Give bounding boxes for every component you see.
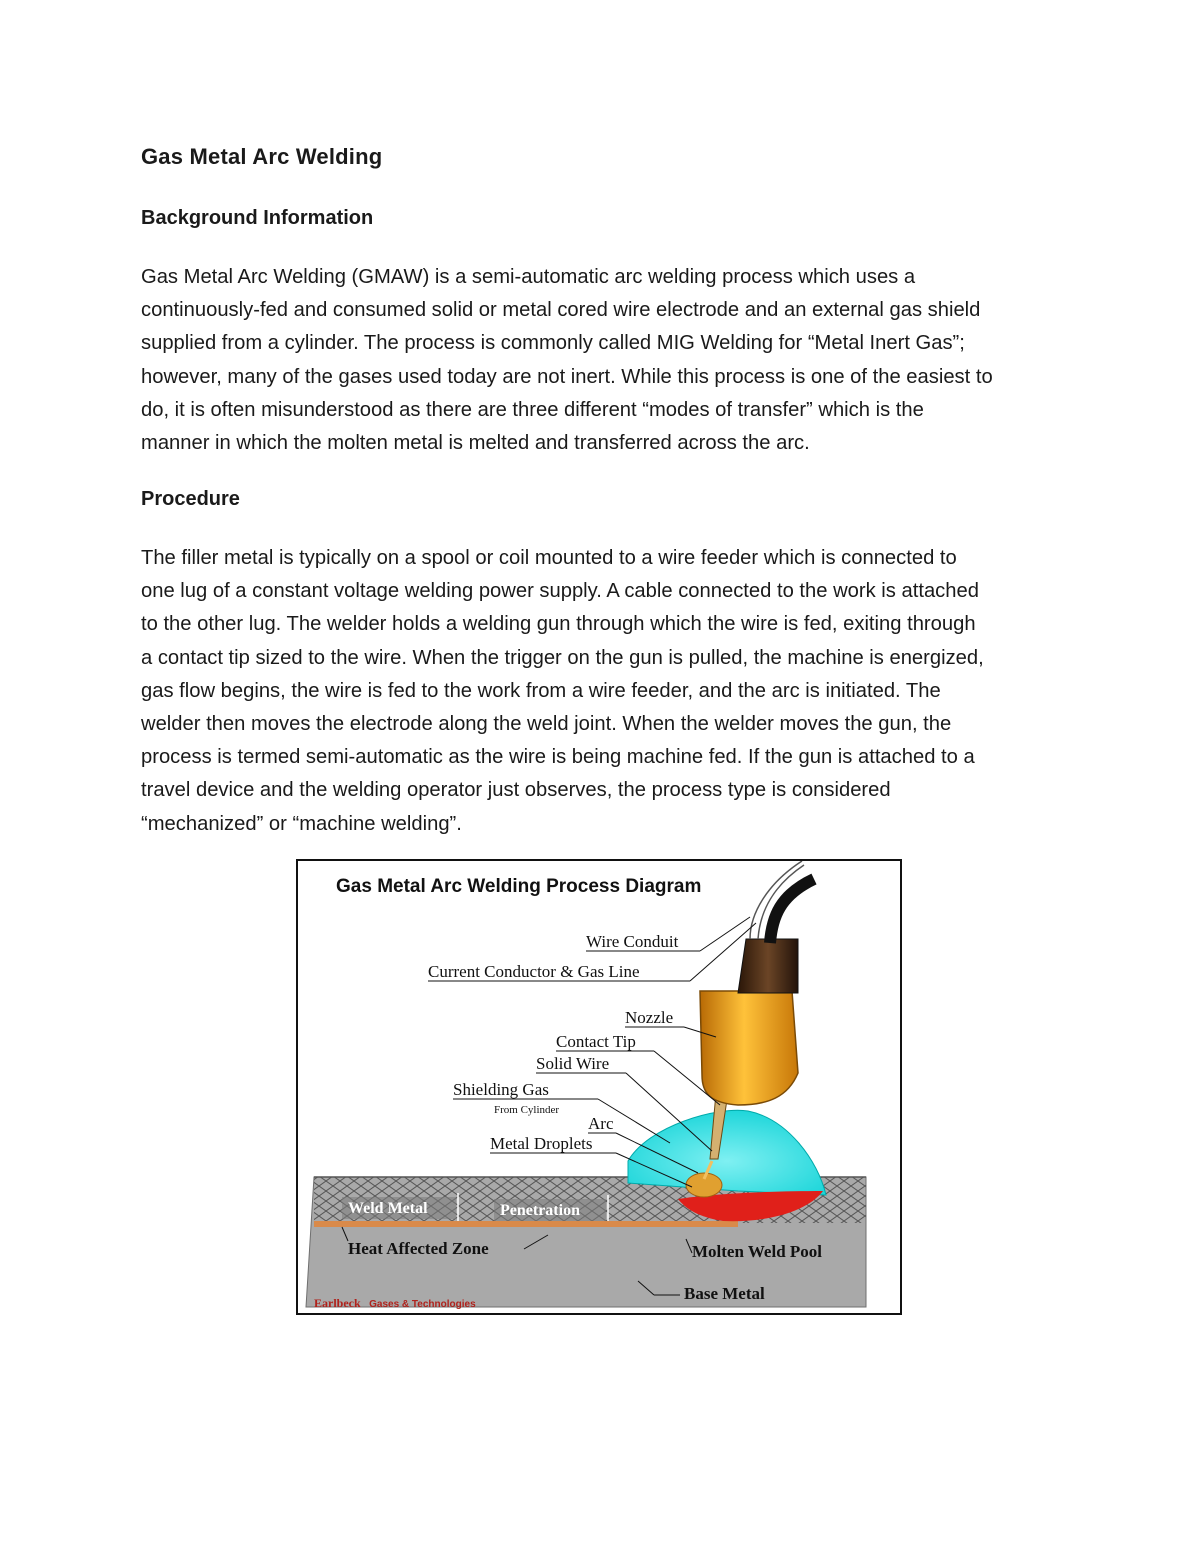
gmaw-process-diagram [296, 859, 902, 1315]
heat-affected-strip [314, 1221, 738, 1227]
section-heading-procedure: Procedure [141, 488, 240, 510]
label-shielding-gas: Shielding Gas [453, 1080, 549, 1099]
diagram-canvas [298, 861, 900, 1313]
label-nozzle: Nozzle [625, 1008, 674, 1027]
section-heading-background: Background Information [141, 207, 374, 229]
text-line: supplied from a cylinder. The process is commonly called MIG Welding for “Metal Inert Gas”; [141, 332, 965, 355]
nozzle [700, 991, 798, 1105]
label-metal-droplets: Metal Droplets [490, 1134, 593, 1153]
text-line: to the other lug. The welder holds a welding gun through which the wire is fed, exiting through [141, 613, 976, 636]
cable [770, 879, 814, 943]
label-solid-wire: Solid Wire [536, 1054, 610, 1073]
text-line: welder then moves the electrode along the weld joint. When the welder moves the gun, the [141, 713, 952, 736]
label-penetration: Penetration [500, 1202, 580, 1219]
text-line: continuously-fed and consumed solid or metal cored wire electrode and an external gas shield [141, 299, 981, 322]
label-from-cylinder: From Cylinder [494, 1104, 560, 1116]
label-wire-conduit: Wire Conduit [586, 932, 679, 951]
text-line: one lug of a constant voltage welding power supply. A cable connected to the work is attached [141, 580, 979, 603]
label-base-metal: Base Metal [684, 1284, 765, 1303]
credit-rest: Gases & Technologies [369, 1299, 476, 1310]
label-heat-affected-zone: Heat Affected Zone [348, 1239, 489, 1258]
text-line: do, it is often misunderstood as there are three different “modes of transfer” which is the [141, 398, 924, 421]
credit-name: Earlbeck [314, 1296, 361, 1310]
label-molten-weld-pool: Molten Weld Pool [692, 1242, 823, 1261]
label-weld-metal: Weld Metal [348, 1200, 428, 1217]
shielding-gas-cloud [628, 1110, 826, 1195]
text-line: manner in which the molten metal is melted and transferred across the arc. [141, 432, 810, 455]
text-line: however, many of the gases used today are not inert. While this process is one of the easiest to [141, 365, 993, 388]
text-line: Gas Metal Arc Welding (GMAW) is a semi-automatic arc welding process which uses a [141, 266, 916, 288]
text-line: a contact tip sized to the wire. When the trigger on the gun is pulled, the machine is energized, [141, 646, 984, 669]
procedure-paragraph [141, 542, 1071, 841]
text-line: travel device and the welding operator just observes, the process type is considered [141, 779, 891, 802]
background-paragraph [141, 261, 1071, 460]
document-title: Gas Metal Arc Welding [141, 144, 383, 169]
label-contact-tip: Contact Tip [556, 1032, 636, 1051]
leader-line [700, 917, 750, 951]
text-line: “mechanized” or “machine welding”. [141, 812, 462, 835]
text-line: gas flow begins, the wire is fed to the work from a wire feeder, and the arc is initiated. The [141, 679, 941, 702]
diagram-title: Gas Metal Arc Welding Process Diagram [336, 876, 702, 897]
gun-handle [738, 939, 798, 993]
label-arc: Arc [588, 1114, 614, 1133]
text-line: The filler metal is typically on a spool or coil mounted to a wire feeder which is connected to [141, 547, 957, 569]
label-current-conductor: Current Conductor & Gas Line [428, 962, 640, 981]
text-line: process is termed semi-automatic as the wire is being machine fed. If the gun is attached to a [141, 746, 975, 769]
